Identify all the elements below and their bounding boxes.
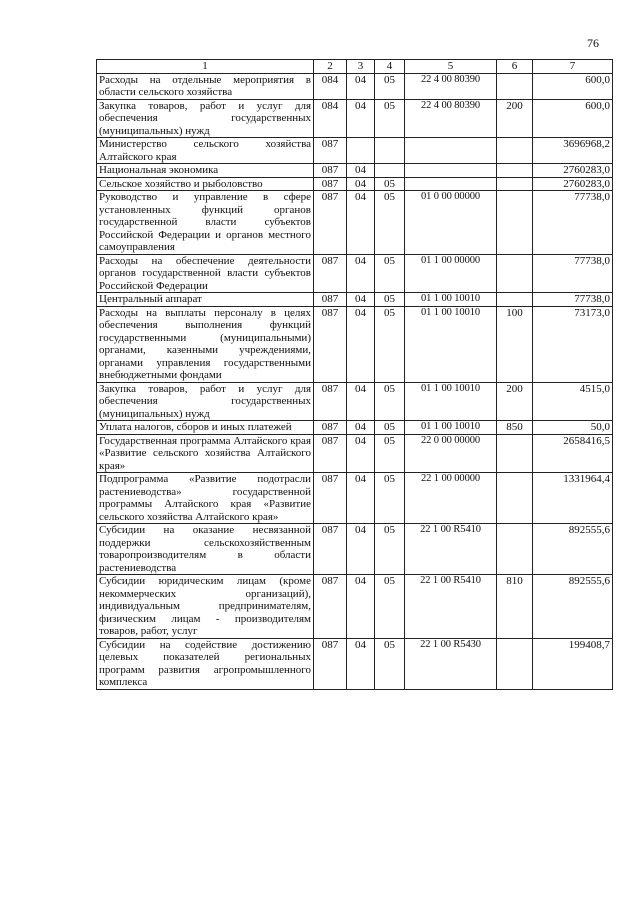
row-grbs-cell: 087 [314,524,347,575]
row-subsection-cell: 05 [375,177,405,191]
row-section-cell: 04 [347,191,375,255]
row-target-article-cell: 01 0 00 00000 [405,191,497,255]
row-name-cell: Расходы на выплаты персоналу в целях обеспечения выполнения функций государственными (муниципальными) органами, казенными учреждениями, органами управления государственными внебюджетными фондами [97,306,314,382]
header-row [97,60,613,74]
row-amount-cell: 50,0 [533,421,613,435]
row-section-cell: 04 [347,421,375,435]
column-header-2: 2 [314,60,347,74]
row-target-article-cell: 22 4 00 80390 [405,73,497,99]
row-section-cell: 04 [347,293,375,307]
row-section-cell: 04 [347,575,375,639]
row-section-cell: 04 [347,473,375,524]
column-header-6: 6 [497,60,533,74]
row-name-cell: Расходы на отдельные мероприятия в области сельского хозяйства [97,73,314,99]
column-header-7: 7 [533,60,613,74]
row-name-cell: Сельское хозяйство и рыболовство [97,177,314,191]
row-expense-type-cell [497,191,533,255]
row-grbs-cell: 087 [314,382,347,421]
row-grbs-cell: 087 [314,421,347,435]
row-section-cell: 04 [347,99,375,138]
row-subsection-cell: 05 [375,638,405,689]
row-grbs-cell: 087 [314,191,347,255]
row-target-article-cell: 22 1 00 00000 [405,473,497,524]
row-section-cell: 04 [347,306,375,382]
row-name-cell: Государственная программа Алтайского края «Развитие сельского хозяйства Алтайского края» [97,434,314,473]
row-subsection-cell: 05 [375,575,405,639]
row-target-article-cell: 01 1 00 10010 [405,293,497,307]
row-target-article-cell [405,164,497,178]
table-row [97,638,613,689]
row-amount-cell: 199408,7 [533,638,613,689]
row-amount-cell: 2658416,5 [533,434,613,473]
row-grbs-cell: 087 [314,434,347,473]
row-grbs-cell: 087 [314,164,347,178]
row-subsection-cell: 05 [375,524,405,575]
row-section-cell [347,138,375,164]
row-target-article-cell [405,138,497,164]
table-row [97,524,613,575]
row-section-cell: 04 [347,382,375,421]
table-row [97,177,613,191]
row-expense-type-cell [497,138,533,164]
row-amount-cell: 600,0 [533,73,613,99]
row-name-cell: Уплата налогов, сборов и иных платежей [97,421,314,435]
row-name-cell: Центральный аппарат [97,293,314,307]
row-target-article-cell: 22 1 00 R5410 [405,575,497,639]
row-expense-type-cell: 850 [497,421,533,435]
row-name-cell: Министерство сельского хозяйства Алтайского края [97,138,314,164]
row-expense-type-cell: 200 [497,99,533,138]
row-subsection-cell [375,138,405,164]
row-grbs-cell: 087 [314,638,347,689]
row-subsection-cell: 05 [375,473,405,524]
row-target-article-cell: 01 1 00 10010 [405,306,497,382]
row-name-cell: Закупка товаров, работ и услуг для обеспечения государственных (муниципальных) нужд [97,99,314,138]
row-amount-cell: 73173,0 [533,306,613,382]
table-row [97,473,613,524]
table-row [97,164,613,178]
row-expense-type-cell: 100 [497,306,533,382]
row-section-cell: 04 [347,434,375,473]
row-amount-cell: 2760283,0 [533,177,613,191]
row-section-cell: 04 [347,254,375,293]
row-section-cell: 04 [347,73,375,99]
row-expense-type-cell [497,164,533,178]
row-grbs-cell: 084 [314,73,347,99]
table-row [97,99,613,138]
column-header-4: 4 [375,60,405,74]
table-row [97,434,613,473]
row-subsection-cell: 05 [375,293,405,307]
row-expense-type-cell [497,177,533,191]
column-header-5: 5 [405,60,497,74]
row-expense-type-cell [497,293,533,307]
row-subsection-cell: 05 [375,191,405,255]
table-row [97,421,613,435]
row-subsection-cell: 05 [375,382,405,421]
row-expense-type-cell [497,434,533,473]
row-name-cell: Расходы на обеспечение деятельности органов государственной власти субъектов Российской Федерации [97,254,314,293]
table-row [97,254,613,293]
column-header-3: 3 [347,60,375,74]
row-expense-type-cell [497,638,533,689]
row-grbs-cell: 087 [314,473,347,524]
row-grbs-cell: 087 [314,306,347,382]
row-name-cell: Закупка товаров, работ и услуг для обеспечения государственных (муниципальных) нужд [97,382,314,421]
row-amount-cell: 892555,6 [533,524,613,575]
row-section-cell: 04 [347,177,375,191]
row-name-cell: Субсидии юридическим лицам (кроме некоммерческих организаций), индивидуальным предпринимателям, физическим лицам - производителям товаров, работ, услуг [97,575,314,639]
table-row [97,575,613,639]
table-row [97,306,613,382]
row-grbs-cell: 087 [314,138,347,164]
table-row [97,138,613,164]
row-name-cell: Руководство и управление в сфере установленных функций органов государственной власти субъектов Российской Федерации и органов местного самоуправления [97,191,314,255]
row-target-article-cell: 22 4 00 80390 [405,99,497,138]
table-row [97,382,613,421]
row-amount-cell: 1331964,4 [533,473,613,524]
row-grbs-cell: 087 [314,575,347,639]
row-amount-cell: 77738,0 [533,191,613,255]
page-number: 76 [587,36,599,50]
row-expense-type-cell: 200 [497,382,533,421]
row-grbs-cell: 087 [314,293,347,307]
row-expense-type-cell [497,73,533,99]
row-name-cell: Субсидии на оказание несвязанной поддержки сельскохозяйственным товаропроизводителям в области растениеводства [97,524,314,575]
row-name-cell: Национальная экономика [97,164,314,178]
row-section-cell: 04 [347,164,375,178]
row-amount-cell: 2760283,0 [533,164,613,178]
budget-table [96,59,613,690]
row-expense-type-cell: 810 [497,575,533,639]
row-name-cell: Подпрограмма «Развитие подотрасли растениеводства» государственной программы Алтайского края «Развитие сельского хозяйства Алтайского края» [97,473,314,524]
row-expense-type-cell [497,473,533,524]
row-subsection-cell: 05 [375,306,405,382]
row-subsection-cell: 05 [375,421,405,435]
table-row [97,293,613,307]
row-expense-type-cell [497,524,533,575]
row-amount-cell: 77738,0 [533,254,613,293]
row-subsection-cell: 05 [375,73,405,99]
row-section-cell: 04 [347,524,375,575]
table-body [97,73,613,689]
row-target-article-cell: 01 1 00 10010 [405,382,497,421]
row-amount-cell: 4515,0 [533,382,613,421]
row-expense-type-cell [497,254,533,293]
row-amount-cell: 77738,0 [533,293,613,307]
row-grbs-cell: 087 [314,254,347,293]
row-target-article-cell: 22 1 00 R5410 [405,524,497,575]
row-amount-cell: 600,0 [533,99,613,138]
row-subsection-cell: 05 [375,99,405,138]
table-row [97,73,613,99]
row-name-cell: Субсидии на содействие достижению целевых показателей региональных программ развития агропромышленного комплекса [97,638,314,689]
row-target-article-cell: 01 1 00 10010 [405,421,497,435]
row-target-article-cell [405,177,497,191]
row-amount-cell: 892555,6 [533,575,613,639]
row-subsection-cell: 05 [375,434,405,473]
row-amount-cell: 3696968,2 [533,138,613,164]
table-row [97,191,613,255]
row-section-cell: 04 [347,638,375,689]
row-grbs-cell: 087 [314,177,347,191]
column-header-1: 1 [97,60,314,74]
row-target-article-cell: 01 1 00 00000 [405,254,497,293]
row-grbs-cell: 084 [314,99,347,138]
row-target-article-cell: 22 0 00 00000 [405,434,497,473]
row-target-article-cell: 22 1 00 R5430 [405,638,497,689]
row-subsection-cell: 05 [375,254,405,293]
row-subsection-cell [375,164,405,178]
